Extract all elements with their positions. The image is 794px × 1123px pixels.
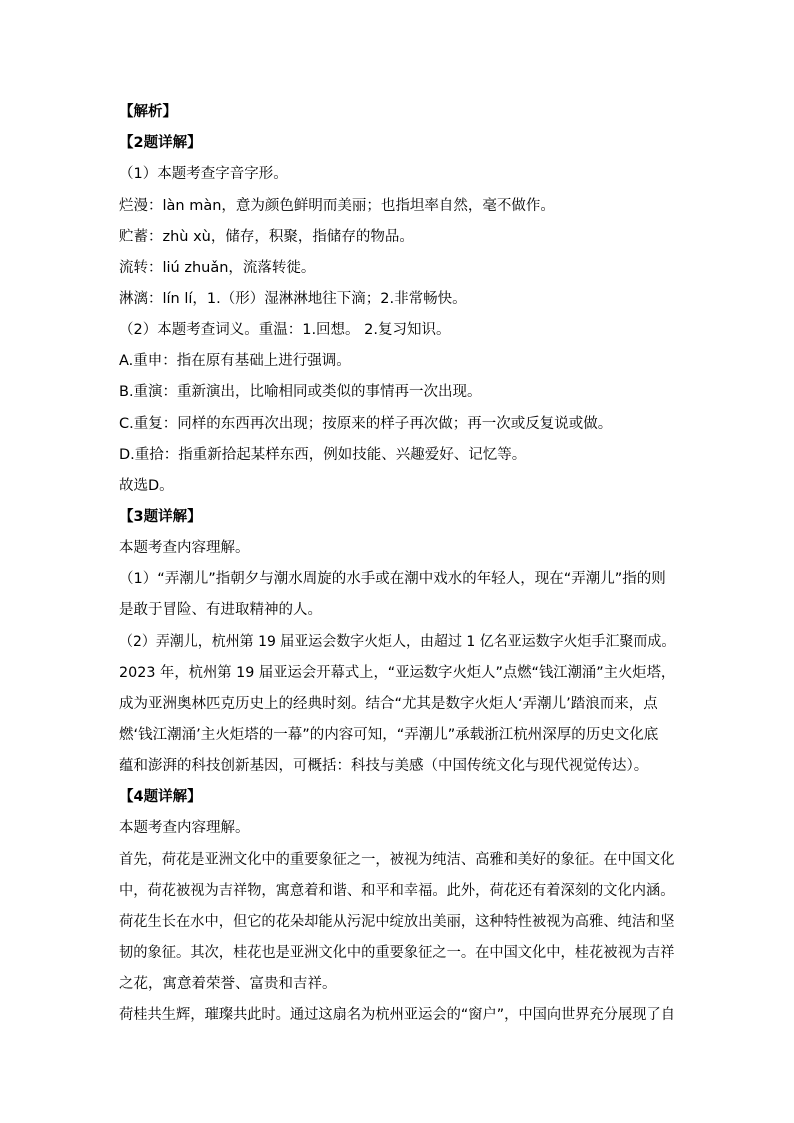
text-line: 是敢于冒险、有进取精神的人。 [119, 602, 322, 618]
text-line: 荷桂共生辉，璀璨共此时。通过这扇名为杭州亚运会的“窗户”，中国向世界充分展现了自 [119, 1007, 676, 1023]
option-c-line: C.重复：同样的东西再次出现；按原来的样子再次做；再一次或反复说或做。 [119, 416, 613, 432]
text-line: 燃‘钱江潮涌’主火炬塔的一幕”的内容可知，“弄潮儿”承载浙江杭州深厚的历史文化底 [119, 727, 659, 743]
answer-line: 故选D。 [119, 478, 174, 494]
text-line: 2023 年，杭州第 19 届亚运会开幕式上，“亚运数字火炬人”点燃“钱江潮涌”主火炬塔， [119, 665, 676, 681]
question-2-heading: 【2题详解】 [119, 135, 202, 151]
text-line: 韧的象征。其次，桂花也是亚洲文化中的重要象征之一。在中国文化中，桂花被视为吉祥 [119, 945, 675, 961]
question-4-heading: 【4题详解】 [119, 789, 202, 805]
text-line: （1）“弄潮儿”指朝夕与潮水周旋的水手或在潮中戏水的年轻人，现在“弄潮儿”指的则 [119, 571, 666, 587]
text-line: 流转：liú zhuǎn，流落转徙。 [119, 260, 316, 276]
text-line: 之花，寓意着荣誉、富贵和吉祥。 [119, 976, 337, 992]
text-line: 贮蓄：zhù xù，储存，积聚，指储存的物品。 [119, 229, 414, 245]
text-line: （1）本题考查字音字形。 [119, 166, 288, 182]
text-line: （2）本题考查词义。重温：1.回想。 2.复习知识。 [119, 322, 451, 338]
text-line: 本题考查内容理解。 [119, 540, 250, 556]
text-line: 荷花生长在水中，但它的花朵却能从污泥中绽放出美丽，这种特性被视为高雅、纯洁和坚 [119, 914, 675, 930]
option-d-line: D.重拾：指重新拾起某样东西，例如技能、兴趣爱好、记忆等。 [119, 447, 527, 463]
option-b-line: B.重演：重新演出，比喻相同或类似的事情再一次出现。 [119, 384, 482, 400]
section-heading-analysis: 【解析】 [119, 104, 177, 120]
text-line: 本题考查内容理解。 [119, 820, 250, 836]
option-a-line: A.重申：指在原有基础上进行强调。 [119, 353, 351, 369]
text-line: （2）弄潮儿，杭州第 19 届亚运会数字火炬人，由超过 1 亿名亚运数字火炬手汇聚而成。 [119, 634, 676, 650]
text-line: 中，荷花被视为吉祥物，寓意着和谐、和平和幸福。此外，荷花还有着深刻的文化内涵。 [119, 883, 675, 899]
text-line: 成为亚洲奥林匹克历史上的经典时刻。结合“尤其是数字火炬人‘弄潮儿’踏浪而来，点 [119, 696, 658, 712]
text-line: 蕴和澎湃的科技创新基因，可概括：科技与美感（中国传统文化与现代视觉传达）。 [119, 758, 649, 774]
question-3-heading: 【3题详解】 [119, 509, 202, 525]
text-line: 首先，荷花是亚洲文化中的重要象征之一，被视为纯洁、高雅和美好的象征。在中国文化 [119, 852, 675, 868]
text-line: 淋漓：lín lí，1.（形）湿淋淋地往下滴；2.非常畅快。 [119, 291, 467, 307]
text-line: 烂漫：làn màn，意为颜色鲜明而美丽；也指坦率自然，毫不做作。 [119, 198, 555, 214]
